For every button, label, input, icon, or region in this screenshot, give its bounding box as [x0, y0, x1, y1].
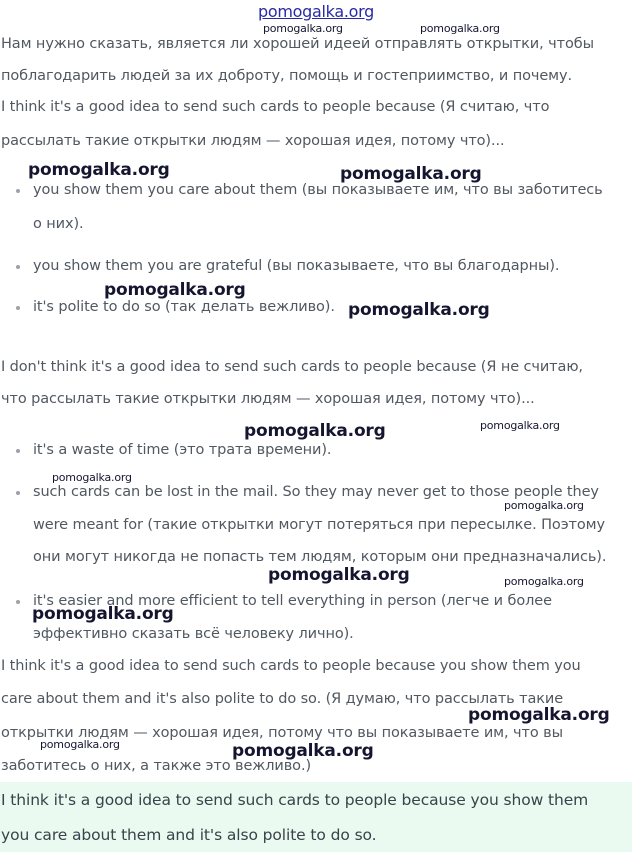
final-answer-box: [0, 782, 632, 852]
watermark: pomogalka.org: [268, 565, 410, 585]
watermark: pomogalka.org: [52, 471, 132, 484]
watermark: pomogalka.org: [504, 575, 584, 588]
watermark: pomogalka.org: [28, 160, 170, 180]
con-intro-line: I don't think it's a good idea to send such cards to people because (Я не считаю,: [1, 359, 583, 375]
con-item-continuation: were meant for (такие открытки могут потеряться при пересылке. Поэтому: [33, 517, 605, 533]
watermark: pomogalka.org: [232, 741, 374, 761]
watermark: pomogalka.org: [480, 419, 560, 432]
watermark: pomogalka.org: [348, 300, 490, 320]
watermark: pomogalka.org: [263, 22, 343, 35]
answer-line: заботитесь о них, а также это вежливо.): [1, 758, 312, 774]
con-item: such cards can be lost in the mail. So they may never get to those people they: [33, 484, 599, 500]
pro-item: you show them you care about them (вы показываете им, что вы заботитесь: [33, 182, 603, 198]
pro-intro-line: рассылать такие открытки людям — хорошая идея, потому что)...: [1, 133, 505, 149]
bullet-dot: [16, 265, 20, 269]
pro-item-continuation: о них).: [33, 216, 84, 232]
task-line: поблагодарить людей за их доброту, помощь и гостеприимство, и почему.: [1, 68, 572, 84]
con-item-continuation: они могут никогда не попасть тем людям, которым они предназначались).: [33, 549, 607, 565]
final-answer-line: you care about them and it's also polite to do so.: [1, 826, 377, 844]
bullet-dot: [16, 491, 20, 495]
answer-line: care about them and it's also polite to do so. (Я думаю, что рассылать такие: [1, 691, 564, 707]
con-item: it's a waste of time (это трата времени).: [33, 442, 332, 458]
pro-item: you show them you are grateful (вы показываете, что вы благодарны).: [33, 258, 560, 274]
watermark: pomogalka.org: [32, 604, 174, 624]
watermark: pomogalka.org: [420, 22, 500, 35]
watermark-site-link[interactable]: pomogalka.org: [258, 2, 374, 21]
watermark: pomogalka.org: [40, 738, 120, 751]
task-line: Нам нужно сказать, является ли хорошей идеей отправлять открытки, чтобы: [1, 36, 594, 52]
watermark: pomogalka.org: [504, 499, 584, 512]
con-item: it's easier and more efficient to tell everything in person (легче и более: [33, 593, 552, 609]
watermark: pomogalka.org: [104, 280, 246, 300]
answer-line: I think it's a good idea to send such cards to people because you show them you: [1, 658, 581, 674]
bullet-dot: [16, 306, 20, 310]
bullet-dot: [16, 449, 20, 453]
watermark: pomogalka.org: [468, 705, 610, 725]
con-intro-line: что рассылать такие открытки людям — хорошая идея, потому что)...: [1, 391, 535, 407]
pro-item: it's polite to do so (так делать вежливо).: [33, 299, 335, 315]
final-answer-line: I think it's a good idea to send such cards to people because you show them: [1, 791, 589, 809]
answer-line: открытки людям — хорошая идея, потому что вы показываете им, что вы: [1, 725, 563, 741]
pro-intro-line: I think it's a good idea to send such cards to people because (Я считаю, что: [1, 99, 550, 115]
bullet-dot: [16, 600, 20, 604]
con-item-continuation: эффективно сказать всё человеку лично).: [33, 626, 354, 642]
bullet-dot: [16, 189, 20, 193]
watermark: pomogalka.org: [340, 164, 482, 184]
watermark: pomogalka.org: [244, 421, 386, 441]
